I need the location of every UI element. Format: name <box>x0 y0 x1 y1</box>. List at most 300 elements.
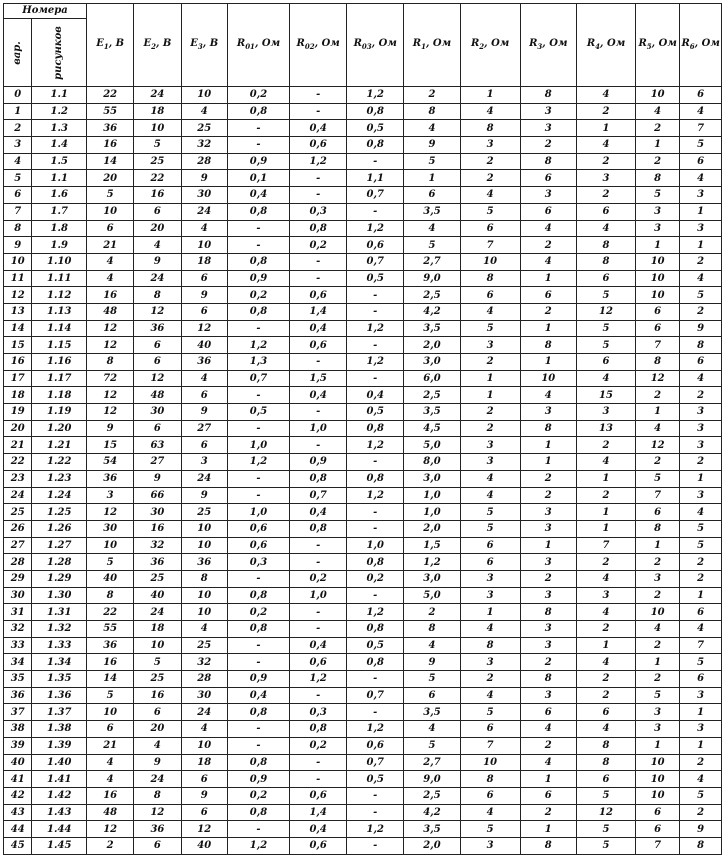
col-header-subscript: 1 <box>103 41 109 51</box>
value-cell: 3 <box>636 721 680 738</box>
figure-number-cell: 1.31 <box>32 604 87 621</box>
value-cell: 12 <box>181 821 227 838</box>
value-cell: 8 <box>680 837 722 854</box>
value-cell: 16 <box>87 654 134 671</box>
value-cell: - <box>347 837 404 854</box>
value-cell: - <box>227 237 289 254</box>
value-cell: 3 <box>636 570 680 587</box>
value-cell: 3 <box>680 187 722 204</box>
value-cell: 4 <box>181 621 227 638</box>
value-cell: 2 <box>404 604 460 621</box>
col-header-subscript: 3 <box>197 41 203 51</box>
value-cell: 6 <box>520 787 576 804</box>
value-cell: 4 <box>87 270 134 287</box>
value-cell: 3 <box>460 437 520 454</box>
value-cell: 66 <box>134 487 181 504</box>
value-cell: 8 <box>636 354 680 371</box>
value-cell: 1 <box>460 604 520 621</box>
value-cell: 1,4 <box>290 303 347 320</box>
value-cell: 5 <box>636 187 680 204</box>
value-cell: 30 <box>181 187 227 204</box>
value-cell: - <box>290 354 347 371</box>
value-cell: 4 <box>460 487 520 504</box>
value-cell: 1 <box>520 320 576 337</box>
value-cell: 10 <box>181 537 227 554</box>
value-cell: 1,5 <box>404 537 460 554</box>
value-cell: 3 <box>460 570 520 587</box>
value-cell: 9,0 <box>404 771 460 788</box>
figure-number-cell: 1.45 <box>32 837 87 854</box>
table-row <box>4 137 722 154</box>
value-cell: 2 <box>87 837 134 854</box>
value-cell: - <box>227 737 289 754</box>
col-header <box>520 4 576 87</box>
value-cell: 6 <box>460 220 520 237</box>
col-header-symbol: R <box>296 37 305 49</box>
value-cell: 8 <box>134 287 181 304</box>
value-cell: 2 <box>520 804 576 821</box>
value-cell: - <box>290 621 347 638</box>
table-row <box>4 120 722 137</box>
value-cell: 24 <box>134 87 181 104</box>
value-cell: 1 <box>680 587 722 604</box>
col-header-symbol: R <box>586 37 596 49</box>
value-cell: 6 <box>460 721 520 738</box>
value-cell: 0,9 <box>227 771 289 788</box>
value-cell: 1 <box>520 270 576 287</box>
value-cell: 7 <box>636 487 680 504</box>
value-cell: 16 <box>134 520 181 537</box>
value-cell: 6 <box>680 87 722 104</box>
value-cell: - <box>290 187 347 204</box>
col-header <box>460 4 520 87</box>
value-cell: 2 <box>636 637 680 654</box>
value-cell: 4 <box>577 604 636 621</box>
value-cell: 3 <box>460 654 520 671</box>
value-cell: 9 <box>181 787 227 804</box>
value-cell: 3 <box>636 220 680 237</box>
table-row <box>4 287 722 304</box>
value-cell: 2 <box>636 671 680 688</box>
value-cell: 0,2 <box>227 287 289 304</box>
table-row <box>4 437 722 454</box>
table-row <box>4 687 722 704</box>
table-row <box>4 253 722 270</box>
value-cell: 0,9 <box>227 671 289 688</box>
value-cell: 4 <box>577 721 636 738</box>
col-header-unit: , Ом <box>254 37 281 49</box>
table-row <box>4 821 722 838</box>
value-cell: 12 <box>87 821 134 838</box>
value-cell: 8 <box>636 170 680 187</box>
value-cell: 10 <box>134 120 181 137</box>
variant-number-cell: 35 <box>4 671 32 688</box>
col-header-unit: , В <box>108 37 125 49</box>
figure-number-cell: 1.43 <box>32 804 87 821</box>
value-cell: - <box>227 420 289 437</box>
value-cell: 9 <box>680 320 722 337</box>
table-row <box>4 621 722 638</box>
value-cell: 8 <box>577 754 636 771</box>
figure-number-cell: 1.9 <box>32 237 87 254</box>
value-cell: 3,5 <box>404 203 460 220</box>
value-cell: 10 <box>636 754 680 771</box>
variant-number-cell: 24 <box>4 487 32 504</box>
value-cell: 25 <box>181 504 227 521</box>
value-cell: 0,8 <box>290 721 347 738</box>
table-row <box>4 721 722 738</box>
value-cell: 24 <box>181 470 227 487</box>
value-cell: 18 <box>181 253 227 270</box>
value-cell: 1,0 <box>347 537 404 554</box>
value-cell: 4 <box>87 754 134 771</box>
value-cell: 4 <box>134 237 181 254</box>
value-cell: 32 <box>181 137 227 154</box>
value-cell: 0,8 <box>347 103 404 120</box>
value-cell: 0,4 <box>290 120 347 137</box>
table-row <box>4 237 722 254</box>
value-cell: 24 <box>181 704 227 721</box>
value-cell: 9 <box>404 137 460 154</box>
value-cell: 4 <box>404 120 460 137</box>
value-cell: 12 <box>577 804 636 821</box>
figure-number-cell: 1.11 <box>32 270 87 287</box>
value-cell: 8 <box>460 120 520 137</box>
value-cell: 27 <box>134 454 181 471</box>
col-header-subscript: 1 <box>421 41 426 51</box>
value-cell: 0,9 <box>227 153 289 170</box>
value-cell: 21 <box>87 737 134 754</box>
table-row <box>4 504 722 521</box>
table-row <box>4 170 722 187</box>
table-row <box>4 387 722 404</box>
value-cell: 5 <box>680 537 722 554</box>
value-cell: 8 <box>520 153 576 170</box>
value-cell: 6 <box>460 537 520 554</box>
col-header-unit: , В <box>202 37 219 49</box>
value-cell: 0,8 <box>347 621 404 638</box>
col-header-symbol: R <box>470 37 480 49</box>
value-cell: 4 <box>680 771 722 788</box>
value-cell: 5 <box>577 320 636 337</box>
variant-number-cell: 8 <box>4 220 32 237</box>
value-cell: 12 <box>134 804 181 821</box>
value-cell: 10 <box>520 370 576 387</box>
table-row <box>4 337 722 354</box>
value-cell: 40 <box>181 837 227 854</box>
value-cell: 2 <box>520 303 576 320</box>
variant-number-cell: 13 <box>4 303 32 320</box>
value-cell: 0,6 <box>347 737 404 754</box>
value-cell: 0,3 <box>290 203 347 220</box>
table-row <box>4 354 722 371</box>
figure-number-cell: 1.25 <box>32 504 87 521</box>
col-header-subscript: 03 <box>361 41 372 51</box>
value-cell: 9 <box>134 470 181 487</box>
value-cell: 3 <box>520 120 576 137</box>
value-cell: 1,2 <box>347 354 404 371</box>
value-cell: 3 <box>520 637 576 654</box>
value-cell: 3 <box>520 103 576 120</box>
value-cell: 2,0 <box>404 837 460 854</box>
value-cell: 2 <box>636 153 680 170</box>
table-row <box>4 420 722 437</box>
value-cell: 4 <box>460 804 520 821</box>
value-cell: 4 <box>87 253 134 270</box>
value-cell: 27 <box>181 420 227 437</box>
value-cell: 5 <box>87 187 134 204</box>
value-cell: 2 <box>680 570 722 587</box>
value-cell: 6 <box>520 704 576 721</box>
value-cell: - <box>347 153 404 170</box>
value-cell: 1 <box>577 120 636 137</box>
variant-number-cell: 17 <box>4 370 32 387</box>
variant-number-cell: 26 <box>4 520 32 537</box>
value-cell: 0,1 <box>227 170 289 187</box>
value-cell: 0,6 <box>290 137 347 154</box>
value-cell: - <box>227 570 289 587</box>
table-row <box>4 570 722 587</box>
value-cell: 2 <box>460 153 520 170</box>
value-cell: 6 <box>577 203 636 220</box>
col-header-unit: , Ом <box>425 37 452 49</box>
col-header-symbol: E <box>190 37 198 49</box>
value-cell: - <box>227 387 289 404</box>
figure-number-cell: 1.38 <box>32 721 87 738</box>
value-cell: - <box>227 320 289 337</box>
value-cell: 2 <box>460 671 520 688</box>
value-cell: 5,0 <box>404 587 460 604</box>
value-cell: 3 <box>577 170 636 187</box>
value-cell: 12 <box>134 303 181 320</box>
table-row <box>4 103 722 120</box>
col-header-symbol: R <box>529 37 538 49</box>
value-cell: 4 <box>460 621 520 638</box>
value-cell: 6 <box>520 203 576 220</box>
value-cell: 2 <box>577 103 636 120</box>
value-cell: 4 <box>404 637 460 654</box>
value-cell: 1,0 <box>404 504 460 521</box>
value-cell: 0,4 <box>227 187 289 204</box>
variant-number-cell: 4 <box>4 153 32 170</box>
value-cell: 1 <box>680 203 722 220</box>
value-cell: 4 <box>577 570 636 587</box>
value-cell: 5 <box>680 654 722 671</box>
value-cell: 4,2 <box>404 804 460 821</box>
value-cell: - <box>347 303 404 320</box>
value-cell: 4 <box>181 103 227 120</box>
value-cell: 2 <box>680 554 722 571</box>
value-cell: - <box>290 554 347 571</box>
value-cell: 12 <box>87 320 134 337</box>
value-cell: 8 <box>520 604 576 621</box>
variant-number-cell: 23 <box>4 470 32 487</box>
value-cell: 1 <box>460 370 520 387</box>
value-cell: 3 <box>520 520 576 537</box>
variant-number-cell: 39 <box>4 737 32 754</box>
value-cell: 0,8 <box>227 253 289 270</box>
value-cell: - <box>227 137 289 154</box>
value-cell: 1 <box>520 821 576 838</box>
value-cell: 2 <box>636 554 680 571</box>
table-row <box>4 470 722 487</box>
value-cell: 8 <box>520 87 576 104</box>
value-cell: 3 <box>680 420 722 437</box>
figure-number-cell: 1.27 <box>32 537 87 554</box>
table-row <box>4 187 722 204</box>
value-cell: 4 <box>636 420 680 437</box>
value-cell: 5 <box>577 337 636 354</box>
variant-number-cell: 43 <box>4 804 32 821</box>
value-cell: 20 <box>87 170 134 187</box>
value-cell: 6,0 <box>404 370 460 387</box>
value-cell: 6 <box>181 771 227 788</box>
value-cell: 0,6 <box>290 654 347 671</box>
col-header <box>347 4 404 87</box>
col-header-unit: , Ом <box>314 37 340 49</box>
value-cell: 4 <box>181 370 227 387</box>
variant-number-cell: 34 <box>4 654 32 671</box>
table-row <box>4 220 722 237</box>
figure-number-cell: 1.2 <box>32 103 87 120</box>
value-cell: 4 <box>134 737 181 754</box>
value-cell: 0,3 <box>227 554 289 571</box>
value-cell: 36 <box>134 821 181 838</box>
value-cell: - <box>227 120 289 137</box>
value-cell: 1,2 <box>347 320 404 337</box>
variant-number-cell: 32 <box>4 621 32 638</box>
value-cell: 3 <box>181 454 227 471</box>
value-cell: 36 <box>181 554 227 571</box>
value-cell: 1,2 <box>347 220 404 237</box>
value-cell: 0,7 <box>347 253 404 270</box>
col-header-unit: , Ом <box>694 37 720 49</box>
value-cell: 7 <box>636 337 680 354</box>
value-cell: 1 <box>680 470 722 487</box>
value-cell: 6 <box>636 504 680 521</box>
value-cell: 6 <box>134 203 181 220</box>
value-cell: 4 <box>680 504 722 521</box>
value-cell: - <box>347 504 404 521</box>
value-cell: 2,5 <box>404 787 460 804</box>
value-cell: 54 <box>87 454 134 471</box>
figure-number-cell: 1.14 <box>32 320 87 337</box>
value-cell: 2 <box>577 487 636 504</box>
value-cell: 12 <box>181 320 227 337</box>
value-cell: 12 <box>636 437 680 454</box>
value-cell: 1 <box>680 737 722 754</box>
figure-number-cell: 1.23 <box>32 470 87 487</box>
variant-number-cell: 18 <box>4 387 32 404</box>
table-row <box>4 554 722 571</box>
table-row <box>4 804 722 821</box>
value-cell: 4 <box>680 370 722 387</box>
col-header <box>181 4 227 87</box>
variant-number-cell: 38 <box>4 721 32 738</box>
value-cell: 25 <box>134 153 181 170</box>
value-cell: 1 <box>636 654 680 671</box>
value-cell: 4 <box>460 470 520 487</box>
value-cell: 9 <box>87 420 134 437</box>
value-cell: 5 <box>404 237 460 254</box>
value-cell: - <box>290 170 347 187</box>
value-cell: 1,0 <box>227 504 289 521</box>
value-cell: - <box>347 704 404 721</box>
figure-number-cell: 1.21 <box>32 437 87 454</box>
value-cell: 9 <box>134 253 181 270</box>
variant-number-cell: 12 <box>4 287 32 304</box>
variant-number-cell: 1 <box>4 103 32 120</box>
value-cell: 14 <box>87 153 134 170</box>
value-cell: 6 <box>636 303 680 320</box>
variant-number-cell: 14 <box>4 320 32 337</box>
value-cell: 0,4 <box>290 320 347 337</box>
value-cell: 4 <box>577 370 636 387</box>
value-cell: 7 <box>636 837 680 854</box>
value-cell: 1,2 <box>404 554 460 571</box>
value-cell: 0,4 <box>290 821 347 838</box>
value-cell: 4 <box>181 220 227 237</box>
value-cell: 10 <box>636 287 680 304</box>
group-header-numbers: Номера <box>4 4 87 19</box>
value-cell: 0,5 <box>347 120 404 137</box>
value-cell: 1,2 <box>347 821 404 838</box>
value-cell: 2 <box>636 587 680 604</box>
value-cell: 8 <box>520 837 576 854</box>
value-cell: 2 <box>680 754 722 771</box>
figure-number-cell: 1.24 <box>32 487 87 504</box>
value-cell: 2 <box>577 621 636 638</box>
value-cell: 40 <box>181 337 227 354</box>
value-cell: 4 <box>680 270 722 287</box>
value-cell: 8 <box>460 637 520 654</box>
value-cell: 10 <box>636 604 680 621</box>
variant-number-cell: 9 <box>4 237 32 254</box>
value-cell: 5 <box>87 687 134 704</box>
figure-number-cell: 1.4 <box>32 137 87 154</box>
value-cell: 8 <box>577 237 636 254</box>
value-cell: 15 <box>577 387 636 404</box>
variants-table <box>3 3 722 855</box>
value-cell: 2 <box>577 187 636 204</box>
value-cell: 0,8 <box>227 621 289 638</box>
value-cell: 4 <box>636 103 680 120</box>
value-cell: 7 <box>460 737 520 754</box>
value-cell: 4 <box>680 103 722 120</box>
value-cell: - <box>290 437 347 454</box>
table-row <box>4 537 722 554</box>
value-cell: 1 <box>636 137 680 154</box>
value-cell: 6 <box>87 721 134 738</box>
value-cell: 2 <box>520 470 576 487</box>
variant-number-cell: 33 <box>4 637 32 654</box>
value-cell: 1 <box>520 771 576 788</box>
figure-number-cell: 1.26 <box>32 520 87 537</box>
value-cell: - <box>227 821 289 838</box>
value-cell: 1,2 <box>347 437 404 454</box>
figure-number-cell: 1.44 <box>32 821 87 838</box>
figure-number-cell: 1.30 <box>32 587 87 604</box>
value-cell: 48 <box>87 303 134 320</box>
variant-number-cell: 45 <box>4 837 32 854</box>
value-cell: 8 <box>460 270 520 287</box>
value-cell: 6 <box>460 787 520 804</box>
value-cell: 8 <box>520 420 576 437</box>
table-row <box>4 203 722 220</box>
value-cell: 6 <box>680 604 722 621</box>
table-row <box>4 487 722 504</box>
value-cell: 1,2 <box>290 153 347 170</box>
